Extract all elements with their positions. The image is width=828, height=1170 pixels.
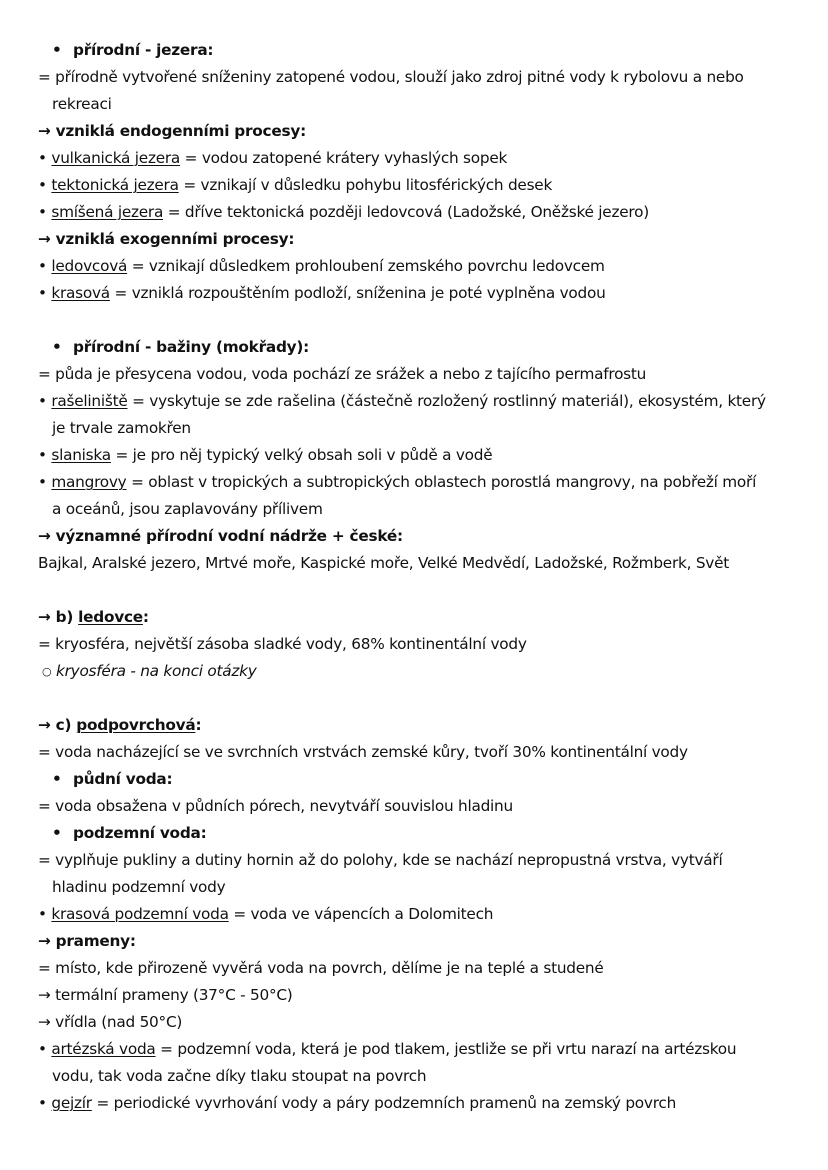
spacer: [38, 307, 808, 334]
wetlands-definition: = půda je přesycena vodou, voda pochází ze srážek a nebo z tajícího permafrostu: [38, 365, 647, 383]
bullet-icon: •: [52, 824, 62, 842]
spacer: [38, 685, 808, 712]
heading-wetlands: • přírodní - bažiny (mokřady):: [38, 334, 808, 361]
heading-notable: → významné přírodní vodní nádrže + české:: [38, 527, 403, 545]
heading-soil-water: • půdní voda:: [38, 766, 808, 793]
list-item: • krasová podzemní voda = voda ve vápencích a Dolomitech: [38, 905, 494, 923]
spacer: [38, 577, 808, 604]
lakes-definition-cont: rekreaci: [52, 95, 112, 113]
list-item-cont: je trvale zamokřen: [52, 419, 191, 437]
groundwater-definition-cont: hladinu podzemní vody: [52, 878, 226, 896]
circle-bullet-icon: ○: [42, 665, 52, 678]
groundwater-definition: = vyplňuje pukliny a dutiny hornin až do polohy, kde se nachází nepropustná vrstva, vytváří: [38, 851, 723, 869]
list-item: • gejzír = periodické vyvrhování vody a páry podzemních pramenů na zemský povrch: [38, 1094, 677, 1112]
glaciers-definition: = kryosféra, největší zásoba sladké vody, 68% kontinentální vody: [38, 635, 527, 653]
bullet-icon: •: [52, 338, 62, 356]
lakes-definition: = přírodně vytvořené sníženiny zatopené vodou, slouží jako zdroj pitné vody k rybolovu a nebo: [38, 68, 744, 86]
list-item: • slaniska = je pro něj typický velký obsah soli v půdě a vodě: [38, 446, 493, 464]
subsurface-definition: = voda nacházející se ve svrchních vrstvách zemské kůry, tvoří 30% kontinentální vody: [38, 743, 688, 761]
heading-subsurface: → c) podpovrchová:: [38, 716, 202, 734]
list-item: • rašeliniště = vyskytuje se zde rašelina (částečně rozložený rostlinný materiál), ekosystém, který: [38, 392, 766, 410]
list-item: • artézská voda = podzemní voda, která je pod tlakem, jestliže se při vrtu narazí na artézskou: [38, 1040, 737, 1058]
list-item: • smíšená jezera = dříve tektonická později ledovcová (Ladožské, Oněžské jezero): [38, 203, 649, 221]
heading-endogenous: → vzniklá endogenními procesy:: [38, 122, 306, 140]
list-item-cont: vodu, tak voda začne díky tlaku stoupat na povrch: [52, 1067, 427, 1085]
soil-water-definition: = voda obsažena v půdních pórech, nevytváří souvislou hladinu: [38, 797, 513, 815]
bullet-icon: •: [52, 41, 62, 59]
list-item: • ledovcová = vznikají důsledkem prohloubení zemského povrchu ledovcem: [38, 257, 605, 275]
list-item: • mangrovy = oblast v tropických a subtropických oblastech porostlá mangrovy, na pobřeží moří: [38, 473, 757, 491]
heading-exogenous: → vzniklá exogenními procesy:: [38, 230, 295, 248]
springs-definition: = místo, kde přirozeně vyvěrá voda na povrch, dělíme je na teplé a studené: [38, 959, 604, 977]
heading-groundwater: • podzemní voda:: [38, 820, 808, 847]
bullet-icon: •: [52, 770, 62, 788]
list-item: • tektonická jezera = vznikají v důsledku pohybu litosférických desek: [38, 176, 553, 194]
heading-glaciers: → b) ledovce:: [38, 608, 149, 626]
springs-thermal: → termální prameny (37°C - 50°C): [38, 986, 293, 1004]
glaciers-note: ○ kryosféra - na konci otázky: [38, 658, 808, 685]
list-item: • krasová = vzniklá rozpouštěním podloží, sníženina je poté vyplněna vodou: [38, 284, 606, 302]
heading-springs: → prameny:: [38, 932, 136, 950]
springs-hot: → vřídla (nad 50°C): [38, 1013, 183, 1031]
heading-lakes: • přírodní - jezera:: [38, 37, 808, 64]
notable-list: Bajkal, Aralské jezero, Mrtvé moře, Kaspické moře, Velké Medvědí, Ladožské, Rožmberk, Svět: [38, 554, 729, 572]
list-item-cont: a oceánů, jsou zaplavovány přílivem: [52, 500, 323, 518]
list-item: • vulkanická jezera = vodou zatopené krátery vyhaslých sopek: [38, 149, 508, 167]
